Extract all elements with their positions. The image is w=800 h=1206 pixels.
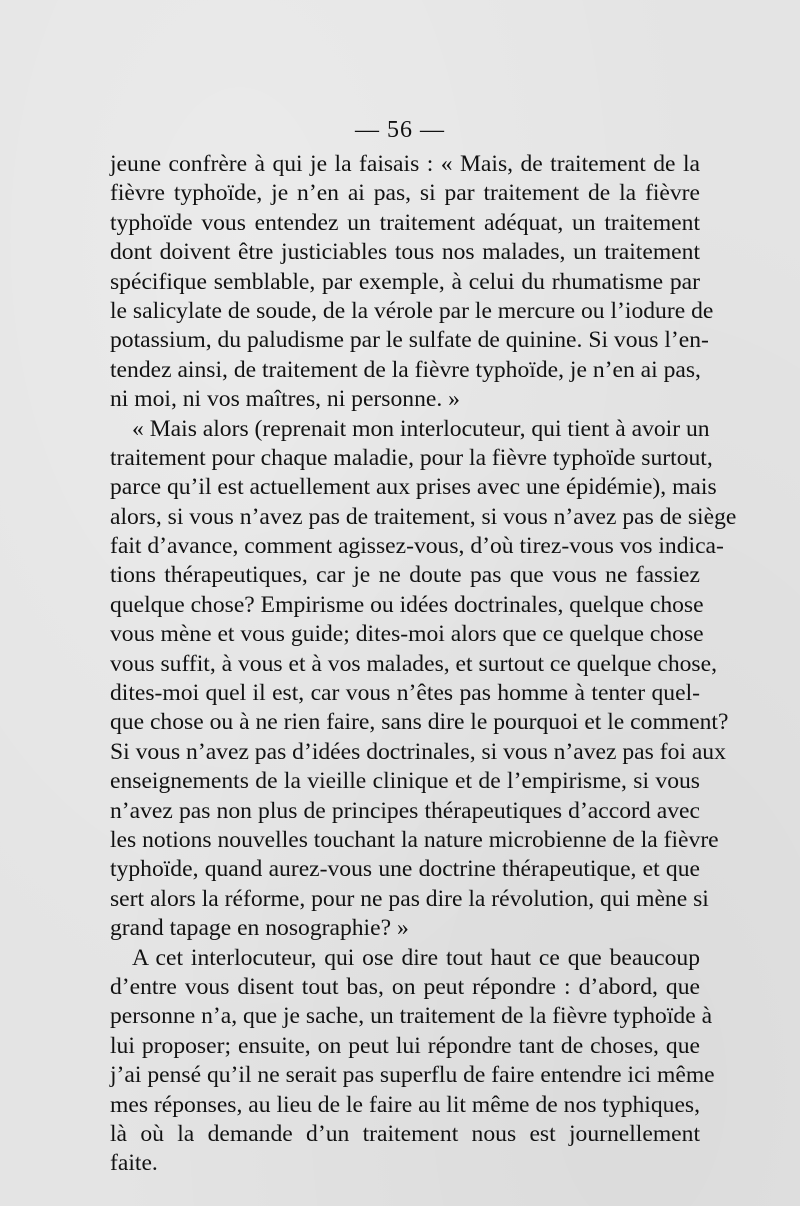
text-line: d’entre vous disent tout bas, on peut répondre : d’abord, que — [110, 973, 700, 1000]
text-line: potassium, du paludisme par le sulfate de quinine. Si vous l’en- — [110, 327, 709, 354]
text-line: tendez ainsi, de traitement de la fièvre typhoïde, je n’en ai pas, — [110, 356, 701, 383]
text-line: là où la demande d’un traitement nous est journellement — [110, 1120, 700, 1147]
text-line: le salicylate de soude, de la vérole par le mercure ou l’iodure de — [110, 297, 714, 324]
text-line: j’ai pensé qu’il ne serait pas superflu de faire entendre ici même — [110, 1062, 715, 1089]
page-number: — 56 — — [355, 117, 445, 143]
text-line: alors, si vous n’avez pas de traitement, si vous n’avez pas de siège — [110, 503, 737, 530]
text-line: enseignements de la vieille clinique et de l’empirisme, si vous — [110, 768, 700, 795]
text-line: parce qu’il est actuellement aux prises avec une épidémie), mais — [110, 474, 717, 501]
text-line: spécifique semblable, par exemple, à celui du rhumatisme par — [110, 268, 700, 295]
text-line: fièvre typhoïde, je n’en ai pas, si par traitement de la fièvre — [110, 180, 700, 207]
text-line: typhoïde, quand aurez-vous une doctrine thérapeutique, et que — [110, 856, 700, 883]
text-line: n’avez pas non plus de principes thérapeutiques d’accord avec — [110, 797, 700, 824]
text-line: dont doivent être justiciables tous nos malades, un traitement — [110, 239, 700, 266]
text-line: Si vous n’avez pas d’idées doctrinales, si vous n’avez pas foi aux — [110, 738, 726, 765]
text-line: vous suffit, à vous et à vos malades, et surtout ce quelque chose, — [110, 650, 717, 677]
text-line: quelque chose? Empirisme ou idées doctrinales, quelque chose — [110, 591, 704, 618]
text-line: vous mène et vous guide; dites-moi alors que ce quelque chose — [110, 621, 704, 648]
text-line: que chose ou à ne rien faire, sans dire le pourquoi et le comment? — [110, 709, 729, 736]
text-line: sert alors la réforme, pour ne pas dire la révolution, qui mène si — [110, 885, 709, 912]
text-line: tions thérapeutiques, car je ne doute pas que vous ne fassiez — [110, 562, 700, 589]
body-text — [110, 150, 737, 1179]
text-line: les notions nouvelles touchant la nature microbienne de la fièvre — [110, 826, 719, 853]
text-line: personne n’a, que je sache, un traitement de la fièvre typhoïde à — [110, 1003, 713, 1030]
text-line: mes réponses, au lieu de le faire au lit même de nos typhiques, — [110, 1091, 700, 1118]
text-line: dites-moi quel il est, car vous n’êtes pas homme à tenter quel- — [110, 680, 700, 707]
text-line: faite. — [110, 1150, 158, 1177]
text-line: fait d’avance, comment agissez-vous, d’où tirez-vous vos indica- — [110, 533, 724, 560]
text-line: A cet interlocuteur, qui ose dire tout haut ce que beaucoup — [132, 944, 700, 971]
text-line: « Mais alors (reprenait mon interlocuteur, qui tient à avoir un — [132, 415, 710, 442]
text-line: traitement pour chaque maladie, pour la fièvre typhoïde surtout, — [110, 444, 713, 471]
text-line: grand tapage en nosographie? » — [110, 915, 409, 942]
text-line: ni moi, ni vos maîtres, ni personne. » — [110, 386, 460, 413]
text-line: lui proposer; ensuite, on peut lui répondre tant de choses, que — [110, 1032, 700, 1059]
text-line: typhoïde vous entendez un traitement adéquat, un traitement — [110, 209, 700, 236]
text-line: jeune confrère à qui je la faisais : « Mais, de traitement de la — [110, 151, 700, 177]
